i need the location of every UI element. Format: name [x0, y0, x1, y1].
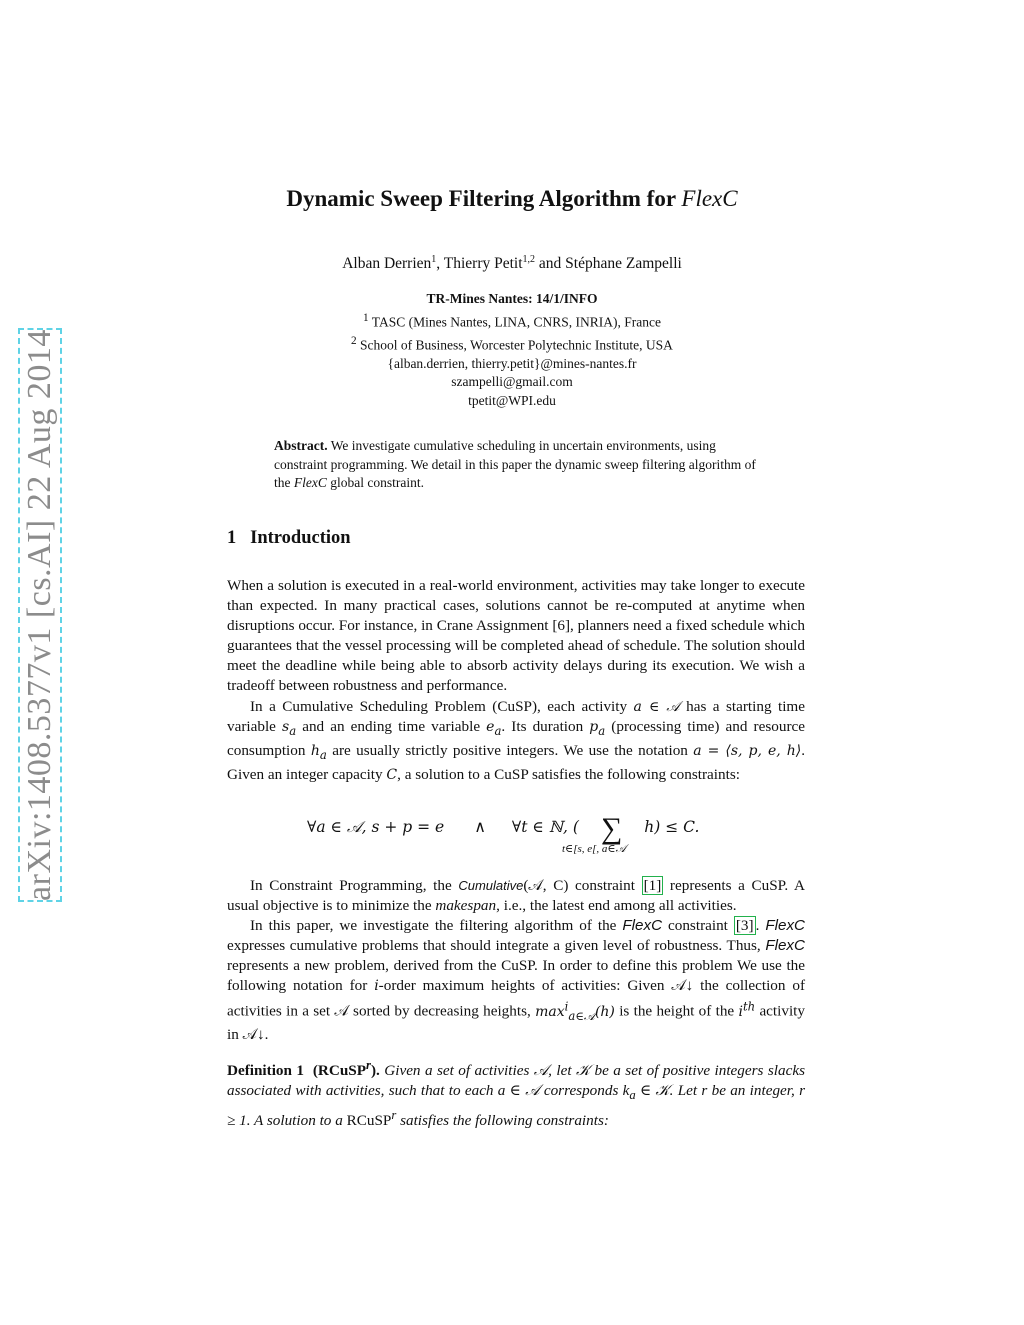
p2-t6: are usually strictly positive integers. We use the notation [326, 741, 694, 759]
p2-t2: has a starting time variable [227, 698, 805, 735]
def-t3: satisfies the following constraints: [396, 1112, 609, 1130]
definition-label: Definition 1 (RCuSP$^r$). [227, 1058, 380, 1080]
abstract-label: Abstract. [274, 438, 328, 453]
author-1: Alban Derrien [342, 255, 432, 273]
citation-1-link[interactable]: [1] [643, 877, 662, 894]
p4-math-i: i [374, 978, 379, 994]
section-heading: 1 Introduction [227, 528, 351, 548]
paragraph-4 [227, 916, 805, 1045]
p2-math-pa: $p_a$ [589, 719, 606, 738]
paper-title [0, 186, 1024, 212]
p3-t2: (𝒜, C) constraint [523, 877, 642, 894]
definition-1: Definition 1 (RCuSP$^r$). Given a set of activities 𝒜, let 𝒦 be a set of positive integers slacks associated with activities, such that to each a ∈ 𝒜 corresponds $k_a$ ∈ 𝒦. Let r be an integer, r ≥ 1. A solution to a RCuSP$^r$ satisfies the following constraints: [227, 1058, 806, 1130]
p4-t6: -order maximum heights of activities: Given 𝒜↓ the collection of activities in a set 𝒜 sorted by decreasing heights, [227, 977, 806, 1020]
report-id: TR-Mines Nantes: 14/1/INFO [426, 291, 598, 306]
p4-t4: expresses cumulative problems that should integrate a given level of robustness. Thus, [227, 937, 766, 954]
p3-t4: , i.e., the latest end among all activities. [496, 897, 737, 914]
abstract-text-2: global constraint. [330, 475, 424, 491]
p4-math-ith: $i^{th}$ [738, 999, 756, 1020]
author-2: , Thierry Petit [436, 255, 523, 273]
p3-t3: represents a CuSP. A usual objective is to minimize the [227, 877, 805, 914]
email-3: tpetit@WPI.edu [468, 392, 556, 408]
affiliation-block [0, 290, 1024, 411]
p2-math-tuple: a = ⟨s, p, e, h⟩ [693, 742, 802, 759]
def-rcusp: RCuSP [346, 1112, 392, 1130]
p2-t4: . Its duration [501, 718, 590, 735]
title-italic: FlexC [681, 186, 738, 211]
p2-t3: and an ending time variable [296, 718, 487, 735]
arxiv-stamp-text: arXiv:1408.5377v1 [cs.AI] 22 Aug 2014 [21, 329, 58, 901]
abstract-italic: FlexC [293, 475, 327, 491]
p3-makespan: makespan [435, 897, 497, 914]
email-1: {alban.derrien, thierry.petit}@mines-nantes.fr [387, 355, 637, 371]
citation-3-link[interactable]: [3] [735, 917, 754, 934]
paragraph-1: When a solution is executed in a real-world environment, activities may take longer to execute than expected. In many practical cases, solutions cannot be re-computed at anytime when disruptions occur. For instance, in Crane Assignment [6], planners need a fixed schedule which guarantees that the vessel processing will be completed ahead of schedule. The solution should meet the deadline while being able to absorb activity delays during its execution. We wish a tradeoff between robustness and performance. [227, 577, 805, 694]
author-2-sup: 1,2 [522, 254, 536, 265]
p4-t3: . [755, 917, 766, 934]
author-1-sup: 1 [431, 254, 437, 265]
affiliation-2 [0, 332, 1024, 355]
p4-flexc-2: FlexC [765, 917, 806, 934]
eq-sum: ∑ [600, 812, 623, 845]
p4-flexc-1: FlexC [622, 917, 663, 934]
eq-right: ∀t ∈ ℕ, ( [511, 818, 579, 836]
p2-math-a: a ∈ 𝒜 [633, 699, 680, 715]
p4-t8: activity in 𝒜↓. [227, 1002, 805, 1044]
p2-t1: In a Cumulative Scheduling Problem (CuSP), each activity [250, 698, 634, 715]
eq-left: ∀a ∈ 𝒜, s + p = e [307, 818, 445, 836]
title-main: Dynamic Sweep Filtering Algorithm for [286, 186, 676, 211]
p2-t5: (processing time) and resource consumption [227, 718, 805, 759]
p3-cumulative: Cumulative [458, 878, 524, 893]
arxiv-stamp [18, 328, 62, 902]
p4-flexc-3: FlexC [765, 937, 805, 954]
p2-math-ea: $e_a$ [486, 719, 502, 738]
eq-tail: h) ≤ C. [644, 818, 700, 836]
p2-math-sa: $s_a$ [282, 719, 297, 738]
p3-t1: In Constraint Programming, the [250, 877, 459, 894]
aff-2-text: School of Business, Worcester Polytechnic Institute, USA [356, 337, 673, 353]
aff-1-sup: 1 [363, 311, 369, 324]
abstract-text-1: We investigate cumulative scheduling in uncertain environments, using constraint programming. We detail in this paper the dynamic sweep filtering algorithm of the [274, 438, 756, 491]
p4-t7: is the height of the [614, 1002, 739, 1020]
eq-and: ∧ [474, 819, 486, 836]
p4-t5: represents a new problem, derived from the CuSP. In order to define this problem We use the following notation for [227, 957, 805, 994]
p4-t2: constraint [662, 917, 734, 934]
p2-t7: . Given an integer capacity [227, 741, 805, 783]
author-list [0, 254, 1024, 273]
def-t2: ∈ 𝒦. Let r be an integer, r ≥ 1. A solution to a [227, 1082, 806, 1130]
display-equation [307, 812, 699, 846]
p2-math-C: C [386, 766, 398, 783]
p2-math-ha: $h_a$ [310, 742, 327, 762]
aff-1-text: TASC (Mines Nantes, LINA, CNRS, INRIA), France [368, 314, 661, 330]
aff-2-sup: 2 [351, 334, 357, 347]
def-t1: Given a set of activities 𝒜, let 𝒦 be a set of positive integers slacks associated with activities, such that to each a ∈ 𝒜 corresponds k [227, 1062, 805, 1100]
email-2: szampelli@gmail.com [451, 374, 573, 390]
eq-sum-subscript: t∈[s, e[, a∈𝒜 [562, 843, 626, 855]
abstract [274, 437, 758, 493]
affiliation-1 [0, 309, 1024, 332]
p4-t1: In this paper, we investigate the filtering algorithm of the [250, 917, 623, 934]
author-3: and Stéphane Zampelli [535, 255, 682, 273]
p2-t8: , a solution to a CuSP satisfies the following constraints: [397, 765, 740, 783]
paragraph-3 [227, 876, 805, 916]
paragraph-2 [227, 697, 805, 785]
p4-math-max: $\max^i_{a\in 𝒜}(h)$ [535, 999, 615, 1023]
